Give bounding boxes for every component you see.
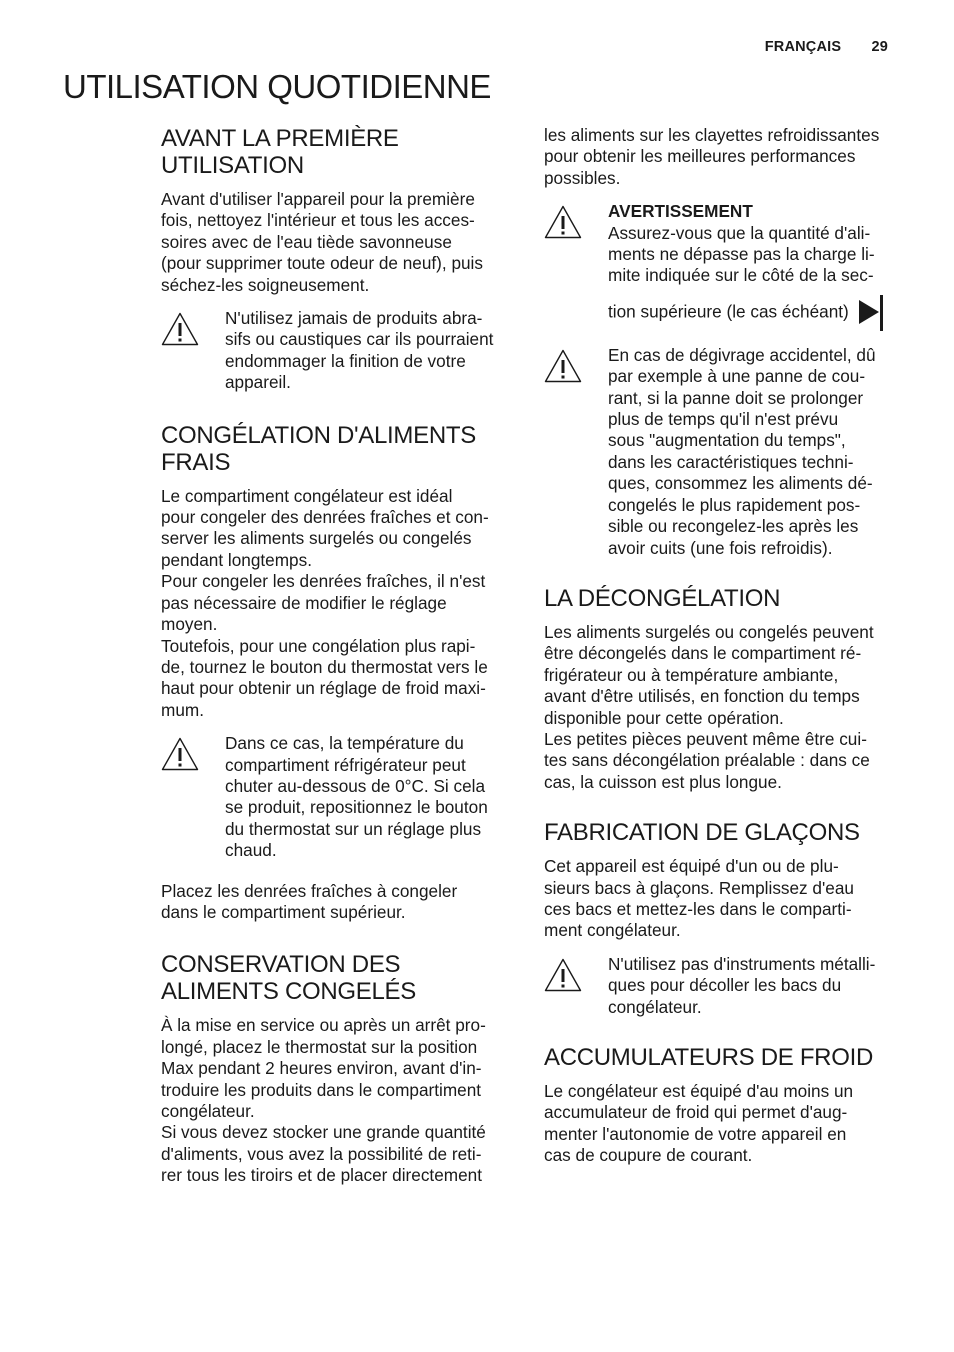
- page-title: UTILISATION QUOTIDIENNE: [63, 68, 491, 105]
- paragraph: Cet appareil est équipé d'un ou de plu- sieurs bacs à glaçons. Remplissez d'eau ces bacs et mettez-les dans le comparti- ment congélateur.: [544, 856, 854, 941]
- page-header: [765, 39, 888, 55]
- warning-title: AVERTISSEMENT: [608, 201, 753, 222]
- warning-box: [544, 954, 894, 1018]
- section-heading: CONGÉLATION D'ALIMENTS FRAIS: [161, 421, 476, 476]
- header-language: FRANÇAIS: [764, 39, 842, 55]
- section-glacons: [544, 819, 894, 1018]
- left-column: [161, 125, 511, 1187]
- section-heading: LA DÉCONGÉLATION: [544, 584, 781, 612]
- warning-text: Dans ce cas, la température du compartiment réfrigérateur peut chuter au-dessous de 0°C. Si cela se produit, repositionnez le bouton du thermostat sur un réglage plus chaud.: [225, 733, 488, 861]
- section-heading: CONSERVATION DES ALIMENTS CONGELÉS: [161, 951, 416, 1006]
- warning-triangle-icon: [544, 205, 582, 239]
- section-conservation: [161, 951, 511, 1186]
- next-page-arrow-icon: [858, 295, 884, 331]
- warning-box: [544, 201, 894, 331]
- paragraph: Avant d'utiliser l'appareil pour la première fois, nettoyez l'intérieur et tous les acces- soires avec de l'eau tiède savonneuse (pour supprimer toute odeur de neuf), puis séchez-les soigneusement.: [161, 189, 483, 295]
- warning-box: [544, 345, 894, 559]
- warning-text: AVERTISSEMENT Assurez-vous que la quantité d'ali- ments ne dépasse pas la charge li- mite indiquée sur le côté de la sec-: [608, 201, 875, 286]
- right-column: [544, 125, 894, 1167]
- section-heading: ACCUMULATEURS DE FROID: [544, 1044, 873, 1071]
- warning-text: En cas de dégivrage accidentel, dû par exemple à une panne de cou- rant, si la panne doit se prolonger plus de temps qu'il n'est prévu sous "augmentation du temps", dans les caractéristiques techni- ques, consommez les aliments dé- congelés le plus rapidement pos- sible ou recongelez-les après les avoir cuits (une fois refroidis).: [608, 344, 876, 558]
- section-avant: [161, 125, 511, 394]
- warning-triangle-icon: [544, 349, 582, 383]
- paragraph: Le congélateur est équipé d'au moins un accumulateur de froid qui permet d'aug- menter l'autonomie de votre appareil en cas de coupure de courant.: [544, 1081, 854, 1166]
- warning-box: [161, 733, 511, 861]
- warning-triangle-icon: [161, 737, 199, 771]
- page-number: 29: [871, 39, 888, 55]
- warning-box: [161, 308, 511, 394]
- section-accumulateurs: [544, 1044, 894, 1167]
- warning-text: N'utilisez pas d'instruments métalli- ques pour décoller les bacs du congélateur.: [608, 953, 876, 1017]
- warning-text-last: tion supérieure (le cas échéant): [608, 295, 894, 331]
- warning-text: N'utilisez jamais de produits abra- sifs ou caustiques car ils pourraient endommager la finition de votre appareil.: [225, 308, 494, 393]
- section-congelation: [161, 422, 511, 924]
- section-heading: FABRICATION DE GLAÇONS: [544, 819, 860, 847]
- paragraph: Les aliments surgelés ou congelés peuvent être décongelés dans le compartiment ré- frigérateur ou à température ambiante, avant d'être utilisés, en fonction du temps disponible pour cette opération. Les petites pièces peuvent même être cui- tes sans décongélation préalable : dans ce cas, la cuisson est plus longue.: [544, 621, 874, 792]
- paragraph: Placez les denrées fraîches à congeler dans le compartiment supérieur.: [161, 880, 458, 922]
- warning-triangle-icon: [544, 958, 582, 992]
- section-decongelation: [544, 585, 894, 793]
- paragraph: Le compartiment congélateur est idéal pour congeler des denrées fraîches et con- server les aliments surgelés ou congelés pendant longtemps. Pour congeler les denrées fraîches, il n'est pas nécessaire de modifier le réglage moyen. Toutefois, pour une congélation plus rapi- de, tournez le bouton du thermostat vers le haut pour obtenir un réglage de froid maxi- mum.: [161, 485, 489, 720]
- paragraph: les aliments sur les clayettes refroidissantes pour obtenir les meilleures performances possibles.: [544, 125, 880, 188]
- paragraph: À la mise en service ou après un arrêt pro- longé, placez le thermostat sur la position Max pendant 2 heures environ, avant d'in- troduire les produits dans le compartiment congélateur. Si vous devez stocker une grande quantité d'aliments, vous avez la possibilité de reti- rer tous les tiroirs et de placer directement: [161, 1015, 486, 1186]
- warning-triangle-icon: [161, 312, 199, 346]
- section-heading: AVANT LA PREMIÈRE UTILISATION: [161, 125, 399, 179]
